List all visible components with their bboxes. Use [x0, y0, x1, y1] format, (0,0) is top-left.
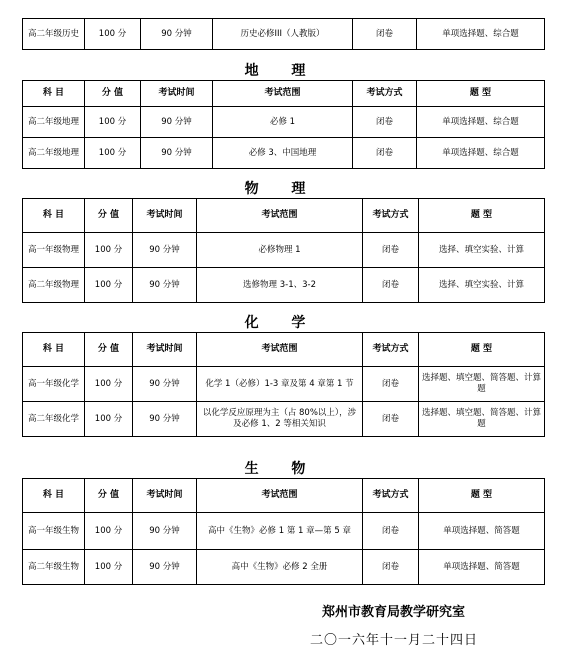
- header-score: 分 值: [85, 81, 141, 107]
- time-cell: 90 分钟: [133, 233, 197, 268]
- mode-cell: 闭卷: [363, 513, 419, 550]
- mode-cell: 闭卷: [363, 402, 419, 437]
- scope-cell: 必修物理 1: [197, 233, 363, 268]
- header-row: [23, 81, 545, 107]
- score-cell: 100 分: [85, 138, 141, 169]
- header-mode: 考试方式: [363, 479, 419, 513]
- type-cell: 选择、填空实验、计算: [419, 268, 545, 303]
- time-cell: 90 分钟: [133, 513, 197, 550]
- mode-cell: 闭卷: [353, 19, 417, 50]
- score-cell: 100 分: [85, 367, 133, 402]
- mode-cell: 闭卷: [363, 367, 419, 402]
- header-type: 题 型: [417, 81, 545, 107]
- chemistry-table: [22, 332, 545, 437]
- subject-cell: 高二年级地理: [23, 107, 85, 138]
- table-row: [23, 107, 545, 138]
- type-cell: 选择题、填空题、简答题、计算题: [419, 402, 545, 437]
- time-cell: 90 分钟: [133, 402, 197, 437]
- biology-title: 生 物: [244, 461, 320, 477]
- score-cell: 100 分: [85, 513, 133, 550]
- header-mode: 考试方式: [353, 81, 417, 107]
- scope-cell: 必修 3、中国地理: [213, 138, 353, 169]
- type-cell: 单项选择题、简答题: [419, 513, 545, 550]
- history-table: [22, 18, 545, 50]
- table-row: [23, 138, 545, 169]
- subject-cell: 高一年级物理: [23, 233, 85, 268]
- header-scope: 考试范围: [197, 333, 363, 367]
- header-time: 考试时间: [141, 81, 213, 107]
- table-row: [23, 268, 545, 303]
- table-row: [23, 19, 545, 50]
- scope-cell: 选修物理 3-1、3-2: [197, 268, 363, 303]
- mode-cell: 闭卷: [363, 233, 419, 268]
- geography-title: 地 理: [244, 63, 320, 79]
- mode-cell: 闭卷: [363, 268, 419, 303]
- type-cell: 单项选择题、综合题: [417, 138, 545, 169]
- subject-cell: 高二年级生物: [23, 550, 85, 585]
- score-cell: 100 分: [85, 268, 133, 303]
- table-row: [23, 550, 545, 585]
- geography-table: [22, 80, 545, 169]
- type-cell: 单项选择题、综合题: [417, 19, 545, 50]
- header-subject: 科 目: [23, 81, 85, 107]
- scope-cell: 高中《生物》必修 2 全册: [197, 550, 363, 585]
- time-cell: 90 分钟: [141, 19, 213, 50]
- chemistry-title: 化 学: [244, 315, 320, 331]
- header-scope: 考试范围: [213, 81, 353, 107]
- header-scope: 考试范围: [197, 199, 363, 233]
- table-row: [23, 402, 545, 437]
- scope-cell: 以化学反应原理为主（占 80%以上），涉及必修 1、2 等相关知识: [197, 402, 363, 437]
- physics-title: 物 理: [244, 181, 320, 197]
- header-row: [23, 199, 545, 233]
- header-score: 分 值: [85, 199, 133, 233]
- mode-cell: 闭卷: [353, 138, 417, 169]
- header-time: 考试时间: [133, 199, 197, 233]
- table-row: [23, 233, 545, 268]
- header-mode: 考试方式: [363, 333, 419, 367]
- subject-cell: 高二年级地理: [23, 138, 85, 169]
- scope-cell: 高中《生物》必修 1 第 1 章—第 5 章: [197, 513, 363, 550]
- header-time: 考试时间: [133, 333, 197, 367]
- header-scope: 考试范围: [197, 479, 363, 513]
- subject-cell: 高二年级物理: [23, 268, 85, 303]
- table-row: [23, 367, 545, 402]
- issue-date: 二〇一六年十一月二十四日: [310, 633, 479, 648]
- header-type: 题 型: [419, 199, 545, 233]
- mode-cell: 闭卷: [353, 107, 417, 138]
- header-subject: 科 目: [23, 333, 85, 367]
- type-cell: 单项选择题、简答题: [419, 550, 545, 585]
- score-cell: 100 分: [85, 233, 133, 268]
- score-cell: 100 分: [85, 550, 133, 585]
- subject-cell: 高二年级化学: [23, 402, 85, 437]
- time-cell: 90 分钟: [141, 107, 213, 138]
- subject-cell: 高二年级历史: [23, 19, 85, 50]
- header-type: 题 型: [419, 479, 545, 513]
- biology-table: [22, 478, 545, 585]
- time-cell: 90 分钟: [133, 367, 197, 402]
- header-mode: 考试方式: [363, 199, 419, 233]
- header-subject: 科 目: [23, 479, 85, 513]
- type-cell: 选择题、填空题、简答题、计算题: [419, 367, 545, 402]
- score-cell: 100 分: [85, 402, 133, 437]
- subject-cell: 高一年级生物: [23, 513, 85, 550]
- type-cell: 选择、填空实验、计算: [419, 233, 545, 268]
- scope-cell: 必修 1: [213, 107, 353, 138]
- header-time: 考试时间: [133, 479, 197, 513]
- header-score: 分 值: [85, 333, 133, 367]
- header-subject: 科 目: [23, 199, 85, 233]
- time-cell: 90 分钟: [133, 268, 197, 303]
- header-row: [23, 479, 545, 513]
- table-row: [23, 513, 545, 550]
- header-type: 题 型: [419, 333, 545, 367]
- scope-cell: 化学 1（必修）1-3 章及第 4 章第 1 节: [197, 367, 363, 402]
- physics-table: [22, 198, 545, 303]
- mode-cell: 闭卷: [363, 550, 419, 585]
- time-cell: 90 分钟: [133, 550, 197, 585]
- header-row: [23, 333, 545, 367]
- header-score: 分 值: [85, 479, 133, 513]
- type-cell: 单项选择题、综合题: [417, 107, 545, 138]
- score-cell: 100 分: [85, 107, 141, 138]
- subject-cell: 高一年级化学: [23, 367, 85, 402]
- scope-cell: 历史必修III（人教版）: [213, 19, 353, 50]
- issuing-organization: 郑州市教育局教学研究室: [322, 605, 466, 620]
- score-cell: 100 分: [85, 19, 141, 50]
- time-cell: 90 分钟: [141, 138, 213, 169]
